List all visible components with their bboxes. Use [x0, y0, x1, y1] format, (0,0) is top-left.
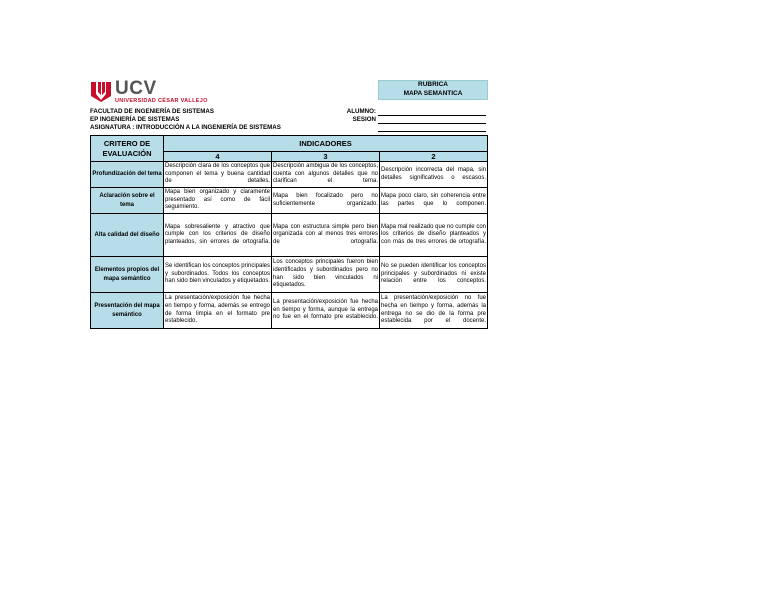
rubric-subtitle: MAPA SEMANTICA	[403, 89, 463, 97]
level-3-header: 3	[272, 152, 380, 162]
sesion-label: SESION	[352, 116, 376, 123]
rubric-title: RUBRICA	[418, 81, 448, 88]
rubric-cell: Mapa poco claro, sin coherencia entre las partes que lo componen.	[380, 188, 488, 214]
sesion-field[interactable]	[378, 123, 486, 124]
indicadores-header: INDICADORES	[164, 136, 488, 152]
rubric-cell: Se identifican los conceptos principales y subordinados. Todos los conceptos han sido bien vinculados y etiquetados.	[164, 257, 272, 293]
level-4-header: 4	[164, 152, 272, 162]
rubric-cell: Mapa bien focalizado pero no suficientemente organizado.	[272, 188, 380, 214]
ucv-emblem-icon	[90, 80, 112, 102]
logo-subtitle: UNIVERSIDAD CÉSAR VALLEJO	[115, 98, 208, 104]
rubric-title-box	[378, 80, 488, 100]
criterio-header: CRITERO DE EVALUACIÓN	[91, 136, 164, 162]
asignatura-field-line	[378, 131, 486, 132]
table-row	[91, 188, 488, 214]
logo-wordmark: UCV	[115, 78, 157, 99]
criterion-aclaracion: Aclaración sobre el tema	[91, 188, 164, 214]
alumno-field[interactable]	[378, 115, 486, 116]
rubric-cell: La presentación/exposición no fue hecha en tiempo y forma, además la entrega no se dio de la forma pre establecida por el docente.	[380, 293, 488, 329]
criterion-calidad-diseno: Alta calidad del diseño	[91, 214, 164, 257]
rubric-cell: La presentación/exposición fue hecha en tiempo y forma, aunque la entrega no fue en el formato pre establecido.	[272, 293, 380, 329]
rubric-cell: Mapa mal realizado que no cumple con los criterios de diseño planteados y con más de tres errores de ortografía.	[380, 214, 488, 257]
criterion-elementos: Elementos propios del mapa semántico	[91, 257, 164, 293]
rubric-table	[90, 135, 488, 329]
rubric-cell: La presentación/exposición fue hecha en tiempo y forma, además se entrego de forma limpia en el formato pre establecido.	[164, 293, 272, 329]
rubric-cell: Los conceptos principales fueron bien identificados y subordinados pero no han sido bien vinculados ni etiquetados.	[272, 257, 380, 293]
level-2-header: 2	[380, 152, 488, 162]
rubric-cell: No se pueden identificar los conceptos principales y subordinados ni existe relación entre los conceptos.	[380, 257, 488, 293]
rubric-cell: Mapa bien organizado y claramente presentado así como de fácil seguimiento.	[164, 188, 272, 214]
school-label: EP INGENIERÍA DE SISTEMAS	[90, 116, 180, 123]
ucv-logo	[90, 78, 208, 106]
subject-label: ASIGNATURA : INTRODUCCIÓN A LA INGENIERÍA DE SISTEMAS	[90, 124, 281, 131]
rubric-cell: Mapa sobresaliente y atractivo que cumple con los criterios de diseño planteados, sin errores de ortografía.	[164, 214, 272, 257]
criterion-presentacion: Presentación del mapa semántico	[91, 293, 164, 329]
table-row	[91, 257, 488, 293]
table-row	[91, 293, 488, 329]
rubric-cell: Mapa con estructura simple pero bien organizada con al menos tres errores de ortografía.	[272, 214, 380, 257]
rubric-cell: Descripción incorrecta del mapa, sin detalles significativos o escasos.	[380, 162, 488, 188]
faculty-label: FACULTAD DE INGENIERÍA DE SISTEMAS	[90, 108, 214, 115]
criterion-profundizacion: Profundización del tema	[91, 162, 164, 188]
alumno-label: ALUMNO:	[346, 108, 376, 115]
table-row	[91, 214, 488, 257]
rubric-cell: Descripción clara de los conceptos que componen el tema y buena cantidad de detalles.	[164, 162, 272, 188]
rubric-cell: Descripción ambigua de los conceptos, cuenta con algunos detalles que no clarifican el tema.	[272, 162, 380, 188]
table-row	[91, 162, 488, 188]
